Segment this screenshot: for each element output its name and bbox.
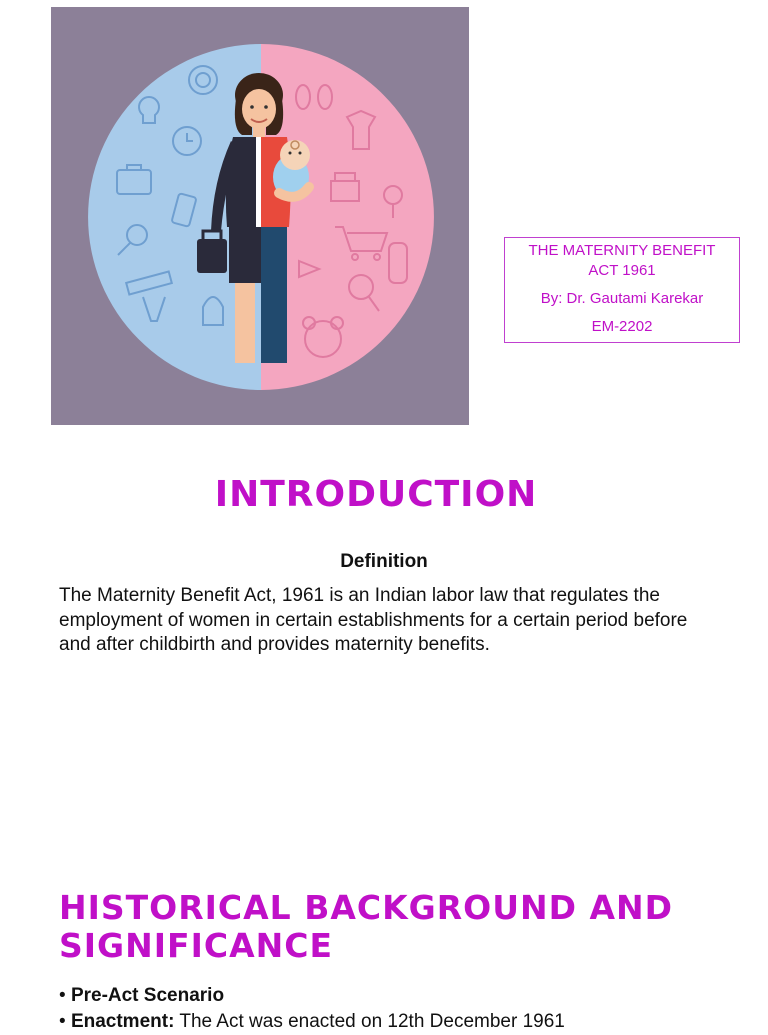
title-line-1: THE MATERNITY BENEFIT <box>528 242 716 259</box>
list-item: • Enactment: The Act was enacted on 12th December 1961 <box>59 1011 565 1032</box>
title-slide <box>0 0 768 440</box>
bullet-text: The Act was enacted on 12th December 1961 <box>174 1011 565 1032</box>
course-code: EM-2202 <box>591 318 653 335</box>
author-name: By: Dr. Gautami Karekar <box>540 290 704 307</box>
title-line-2: ACT 1961 <box>588 262 656 279</box>
introduction-heading: INTRODUCTION <box>214 474 538 515</box>
history-bullet-list <box>59 983 759 1035</box>
definition-label: Definition <box>340 551 428 572</box>
list-item: • Pre-Act Scenario <box>59 985 225 1006</box>
working-mother-illustration-icon <box>51 7 469 425</box>
presentation-title-box <box>504 237 740 343</box>
historical-background-heading: HISTORICAL BACKGROUND AND SIGNIFICANCE <box>59 888 674 965</box>
working-mother-illustration <box>51 7 469 425</box>
bullet-bold-label: Enactment: <box>70 1011 175 1032</box>
definition-text: The Maternity Benefit Act, 1961 is an Indian labor law that regulates the employment of women in certain establishments for a certain period before and after childbirth and provides maternity benefits. <box>59 585 688 655</box>
bullet-bold-label: Pre-Act Scenario <box>70 985 225 1006</box>
